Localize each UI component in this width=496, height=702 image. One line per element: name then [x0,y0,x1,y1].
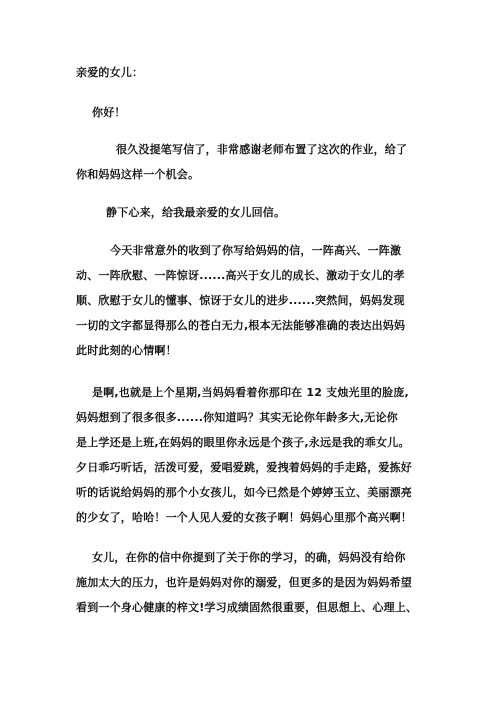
paragraph-2: 静下心来，给我最亲爱的女儿回信。 [106,206,286,219]
paragraph-3: 今天非常意外的收到了你写给妈妈的信，一阵高兴、一阵激 动、一阵欣慰、一阵惊讶......高兴于女儿的成长、激动于女儿的孝 顺、欣慰于女儿的懂事、惊讶于女儿的进步......突然间，妈妈发现 一切的文字都显得那么的苍白无力,根本无法能够准确的表达出妈妈 此时此刻的心情啊！ [76,244,406,357]
greeting: 你好！ [92,106,126,119]
paragraph-4: 是啊,也就是上个星期,当妈妈看着你那印在 12 支烛光里的脸庞, 妈妈想到了很多很多......你知道吗？其实无论你年龄多大,无论你 是上学还是上班,在妈妈的眼里你永远是个孩子,永远是我的乖女儿。 夕日乖巧听话，活泼可爱，爱唱爱跳，爱拽着妈妈的手走路，爱拣好 听的话说给妈妈的那个小女孩儿，如今已然是个婷婷玉立、美丽漂亮 的少女了，哈哈！一个人见人爱的女孩子啊！妈妈心里那个高兴啊！ [76,386,412,524]
salutation: 亲爱的女儿： [76,66,144,79]
paragraph-1: 很久没提笔写信了，非常感谢老师布置了这次的作业，给了 你和妈妈这样一个机会。 [76,143,408,181]
paragraph-5: 女儿，在你的信中你提到了关于你的学习，的确，妈妈没有给你 施加太大的压力，也许是妈妈对你的溺爱，但更多的是因为妈妈希望 看到一个身心健康的梓文!学习成绩固然很重要，但思想上、心理上、 [76,551,418,614]
